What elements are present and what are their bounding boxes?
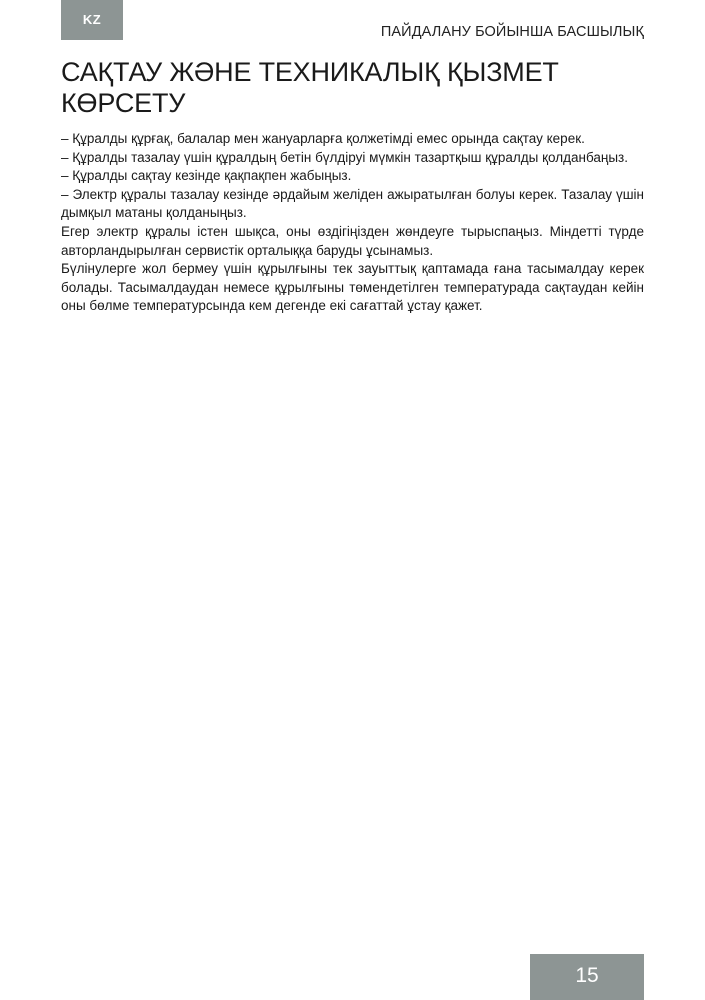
paragraph-disconnect: – Электр құралы тазалау кезінде әрдайым желіден ажыратылған болуы керек. Тазалау үшін дымқыл матаны қолданыңыз. xyxy=(61,186,644,221)
page-number: 15 xyxy=(530,954,644,1000)
section-title xyxy=(61,57,621,119)
paragraph-transport: Бүлінулерге жол бермеу үшін құрылғыны тек зауыттық қаптамада ғана тасымалдау керек болады. Тасымалдаудан немесе құрылғыны төмендетілген температурада сақтаудан кейін оны бөлме температурсында кем дегенде екі сағаттай ұстау қажет. xyxy=(61,261,644,314)
language-tab: KZ xyxy=(61,0,123,40)
section-title-line-2: КӨРСЕТУ xyxy=(61,88,186,118)
section-title-line-1: САҚТАУ ЖӘНЕ ТЕХНИКАЛЫҚ ҚЫЗМЕТ xyxy=(61,57,559,87)
section-body xyxy=(61,130,644,316)
paragraph-repair: Егер электр құралы істен шықса, оны өздігіңізден жөндеуге тырыспаңыз. Міндетті түрде авторландырылған сервистік орталыққа баруды ұсынамыз. xyxy=(61,223,644,258)
manual-header-title: ПАЙДАЛАНУ БОЙЫНША БАСШЫЛЫҚ xyxy=(380,24,644,40)
paragraph-cleaning-agents: – Құралды тазалау үшін құралдың бетін бүлдіруі мүмкін тазартқыш құралды қолданбаңыз. xyxy=(61,149,628,165)
paragraph-storage: – Құралды құрғақ, балалар мен жануарларға қолжетімді емес орында сақтау керек. xyxy=(61,131,585,146)
paragraph-cover: – Құралды сақтау кезінде қақпақпен жабыңыз. xyxy=(61,168,352,184)
